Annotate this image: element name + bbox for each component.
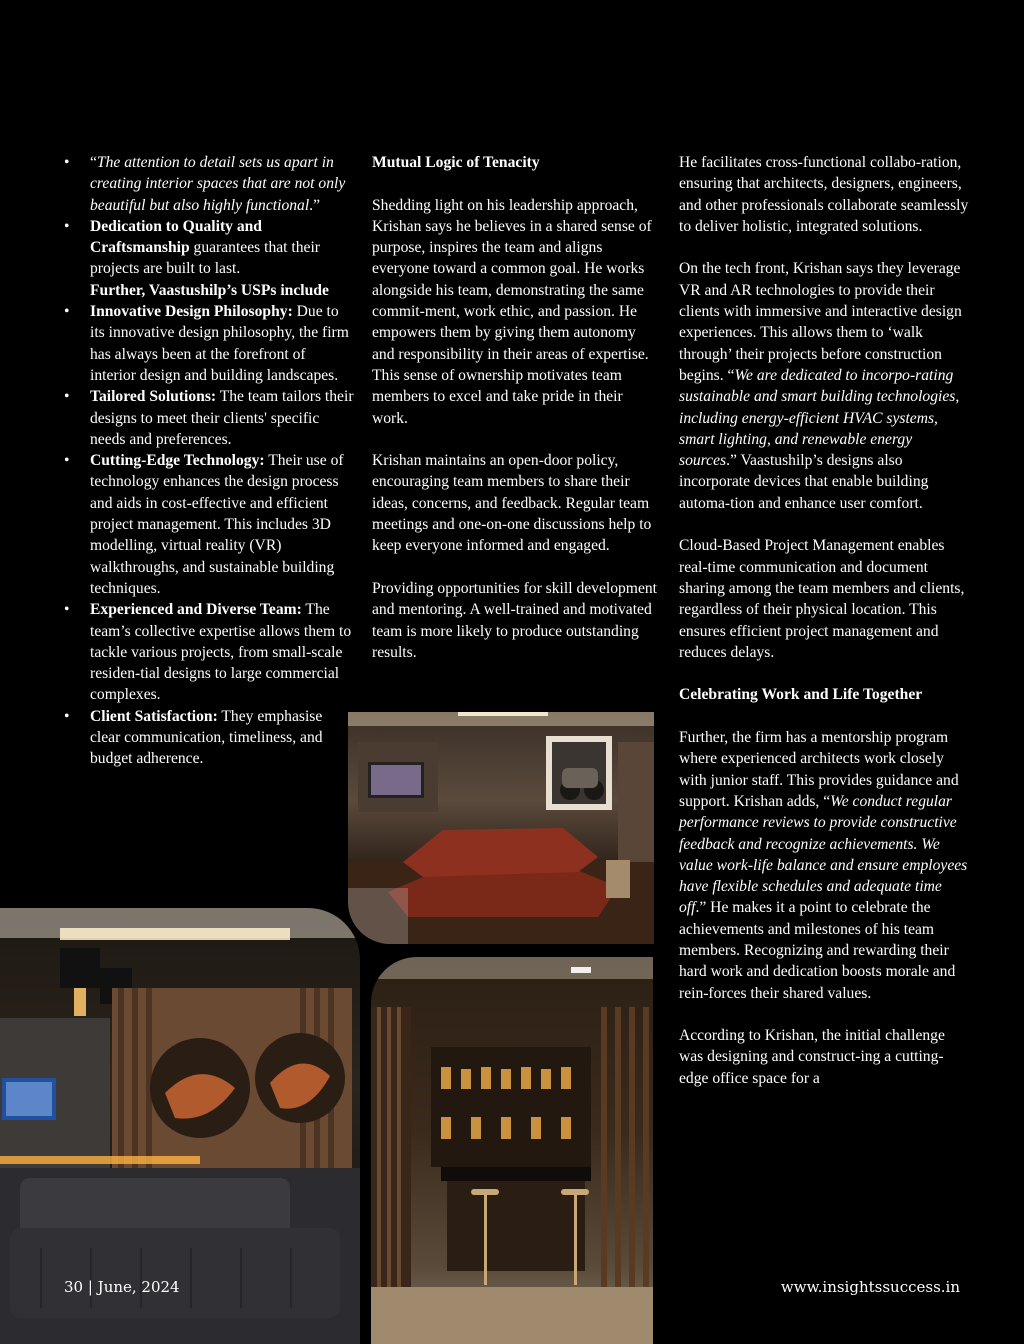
bar-photo — [371, 957, 653, 1344]
section-heading — [679, 684, 971, 705]
quote-close: .” — [309, 196, 320, 214]
bullet-team — [64, 599, 354, 705]
usp-heading — [64, 280, 354, 301]
living-room-photo — [348, 712, 654, 944]
column-3 — [679, 152, 971, 1089]
paragraph: He facilitates cross-functional collabo-ration, ensuring that architects, designers, engineers, and other professionals collaborate seamlessly to deliver holistic, integrated solutions. — [679, 154, 969, 235]
bullet-text: The team tailors their designs to meet their clients' specific needs and preferences. — [90, 388, 354, 448]
bullet-text: They emphasise clear communication, timeliness, and budget adherence. — [90, 707, 323, 768]
paragraph-text: .” He makes it a point to celebrate the achievements and milestones of his team members. Recognizing and rewarding their hard work and dedication boosts morale and rein-forces their shared values. — [679, 899, 956, 1002]
lounge-illustration — [0, 908, 360, 1344]
quote-text: We conduct regular performance reviews to provide constructive feedback and recognize achievements. We value work-life balance and ensure employees have flexible schedules and adequate time off — [679, 792, 968, 917]
section-heading — [372, 152, 660, 173]
quote-text: We are dedicated to incorpo-rating sustainable and smart building technologies, including energy-efficient HVAC systems, smart lighting, and renewable energy sources — [679, 366, 960, 470]
website-url[interactable]: www.insightssuccess.in — [780, 1278, 960, 1296]
bullet-innovative — [64, 301, 354, 386]
bullet-text: Their use of technology enhances the design process and aids in cost-effective and efficient project management. This includes 3D modelling, virtual reality (VR) walkthroughs, and sustainable building techniques. — [90, 452, 344, 597]
lounge-photo — [0, 908, 360, 1344]
bullet-client — [64, 706, 354, 770]
bullet-tailored — [64, 386, 354, 450]
column-1 — [64, 152, 354, 770]
section-heading-text: Mutual Logic of Tenacity — [372, 154, 540, 171]
bullet-title: Dedication to Quality and Craftsmanship — [90, 217, 262, 257]
bullet-title: Cutting-Edge Technology: — [90, 452, 265, 470]
paragraph: Providing opportunities for skill development and mentoring. A well-trained and motivated team is more likely to produce outstanding results. — [372, 579, 657, 661]
paragraph: Shedding light on his leadership approach, Krishan says he believes in a shared sense of purpose, inspires the team and aligns everyone toward a common goal. He works alongside his team, demonstrating the same commit-ment, work ethic, and passion. He empowers them by giving them autonomy and responsibility in their areas of expertise. This sense of ownership motivates team members to excel and take pride in their work. — [372, 196, 652, 427]
bullet-title: Experienced and Diverse Team: — [90, 601, 302, 619]
bullet-text: Due to its innovative design philosophy, the firm has always been at the forefront of interior design and building landscapes. — [90, 303, 349, 384]
bullet-quote — [64, 152, 354, 216]
paragraph-text: Further, the firm has a mentorship program where experienced architects work closely with junior staff. This provides guidance and support. Krishan adds, “ — [679, 729, 959, 810]
column-2 — [372, 152, 660, 663]
bar-illustration — [371, 957, 653, 1344]
paragraph: Krishan maintains an open-door policy, encouraging team members to share their ideas, concerns, and feedback. Regular team meetings and one-on-one discussions help to keep everyone informed and engaged. — [372, 452, 652, 555]
page-number: 30 | June, 2024 — [64, 1278, 180, 1296]
bullet-technology — [64, 450, 354, 599]
bullet-quality — [64, 216, 354, 280]
quote-text: The attention to detail sets us apart in creating interior spaces that are not only beautiful but also highly functional — [90, 154, 346, 214]
section-heading-text: Celebrating Work and Life Together — [679, 686, 923, 704]
bullet-text: The team’s collective expertise allows them to tackle various projects, from small-scale residen-tial designs to large commercial complexes. — [90, 601, 352, 704]
paragraph-text: .” Vaastushilp’s designs also incorporate devices that enable building automa-tion and enhance user comfort. — [679, 452, 929, 512]
bullet-title: Client Satisfaction: — [90, 707, 218, 725]
paragraph: Cloud-Based Project Management enables real-time communication and document sharing among the team members and clients, regardless of their physical location. This ensures efficient project management and reduces delays. — [679, 537, 965, 661]
bullet-title: Innovative Design Philosophy: — [90, 303, 293, 321]
usp-heading-text: Further, Vaastushilp’s USPs include — [90, 281, 329, 299]
paragraph: According to Krishan, the initial challenge was designing and construct-ing a cutting-edge office space for a — [679, 1027, 945, 1087]
bullet-title: Tailored Solutions: — [90, 388, 217, 406]
paragraph — [679, 727, 971, 1004]
bullet-text: guarantees that their projects are built to last. — [90, 239, 320, 278]
living-room-illustration — [348, 712, 654, 944]
paragraph-text: On the tech front, Krishan says they leverage VR and AR technologies to provide their clients with immersive and interactive design experiences. This allows them to ‘walk through’ their projects before construction begins. “ — [679, 260, 962, 384]
paragraph — [679, 258, 971, 514]
quote-open: “ — [90, 154, 97, 171]
